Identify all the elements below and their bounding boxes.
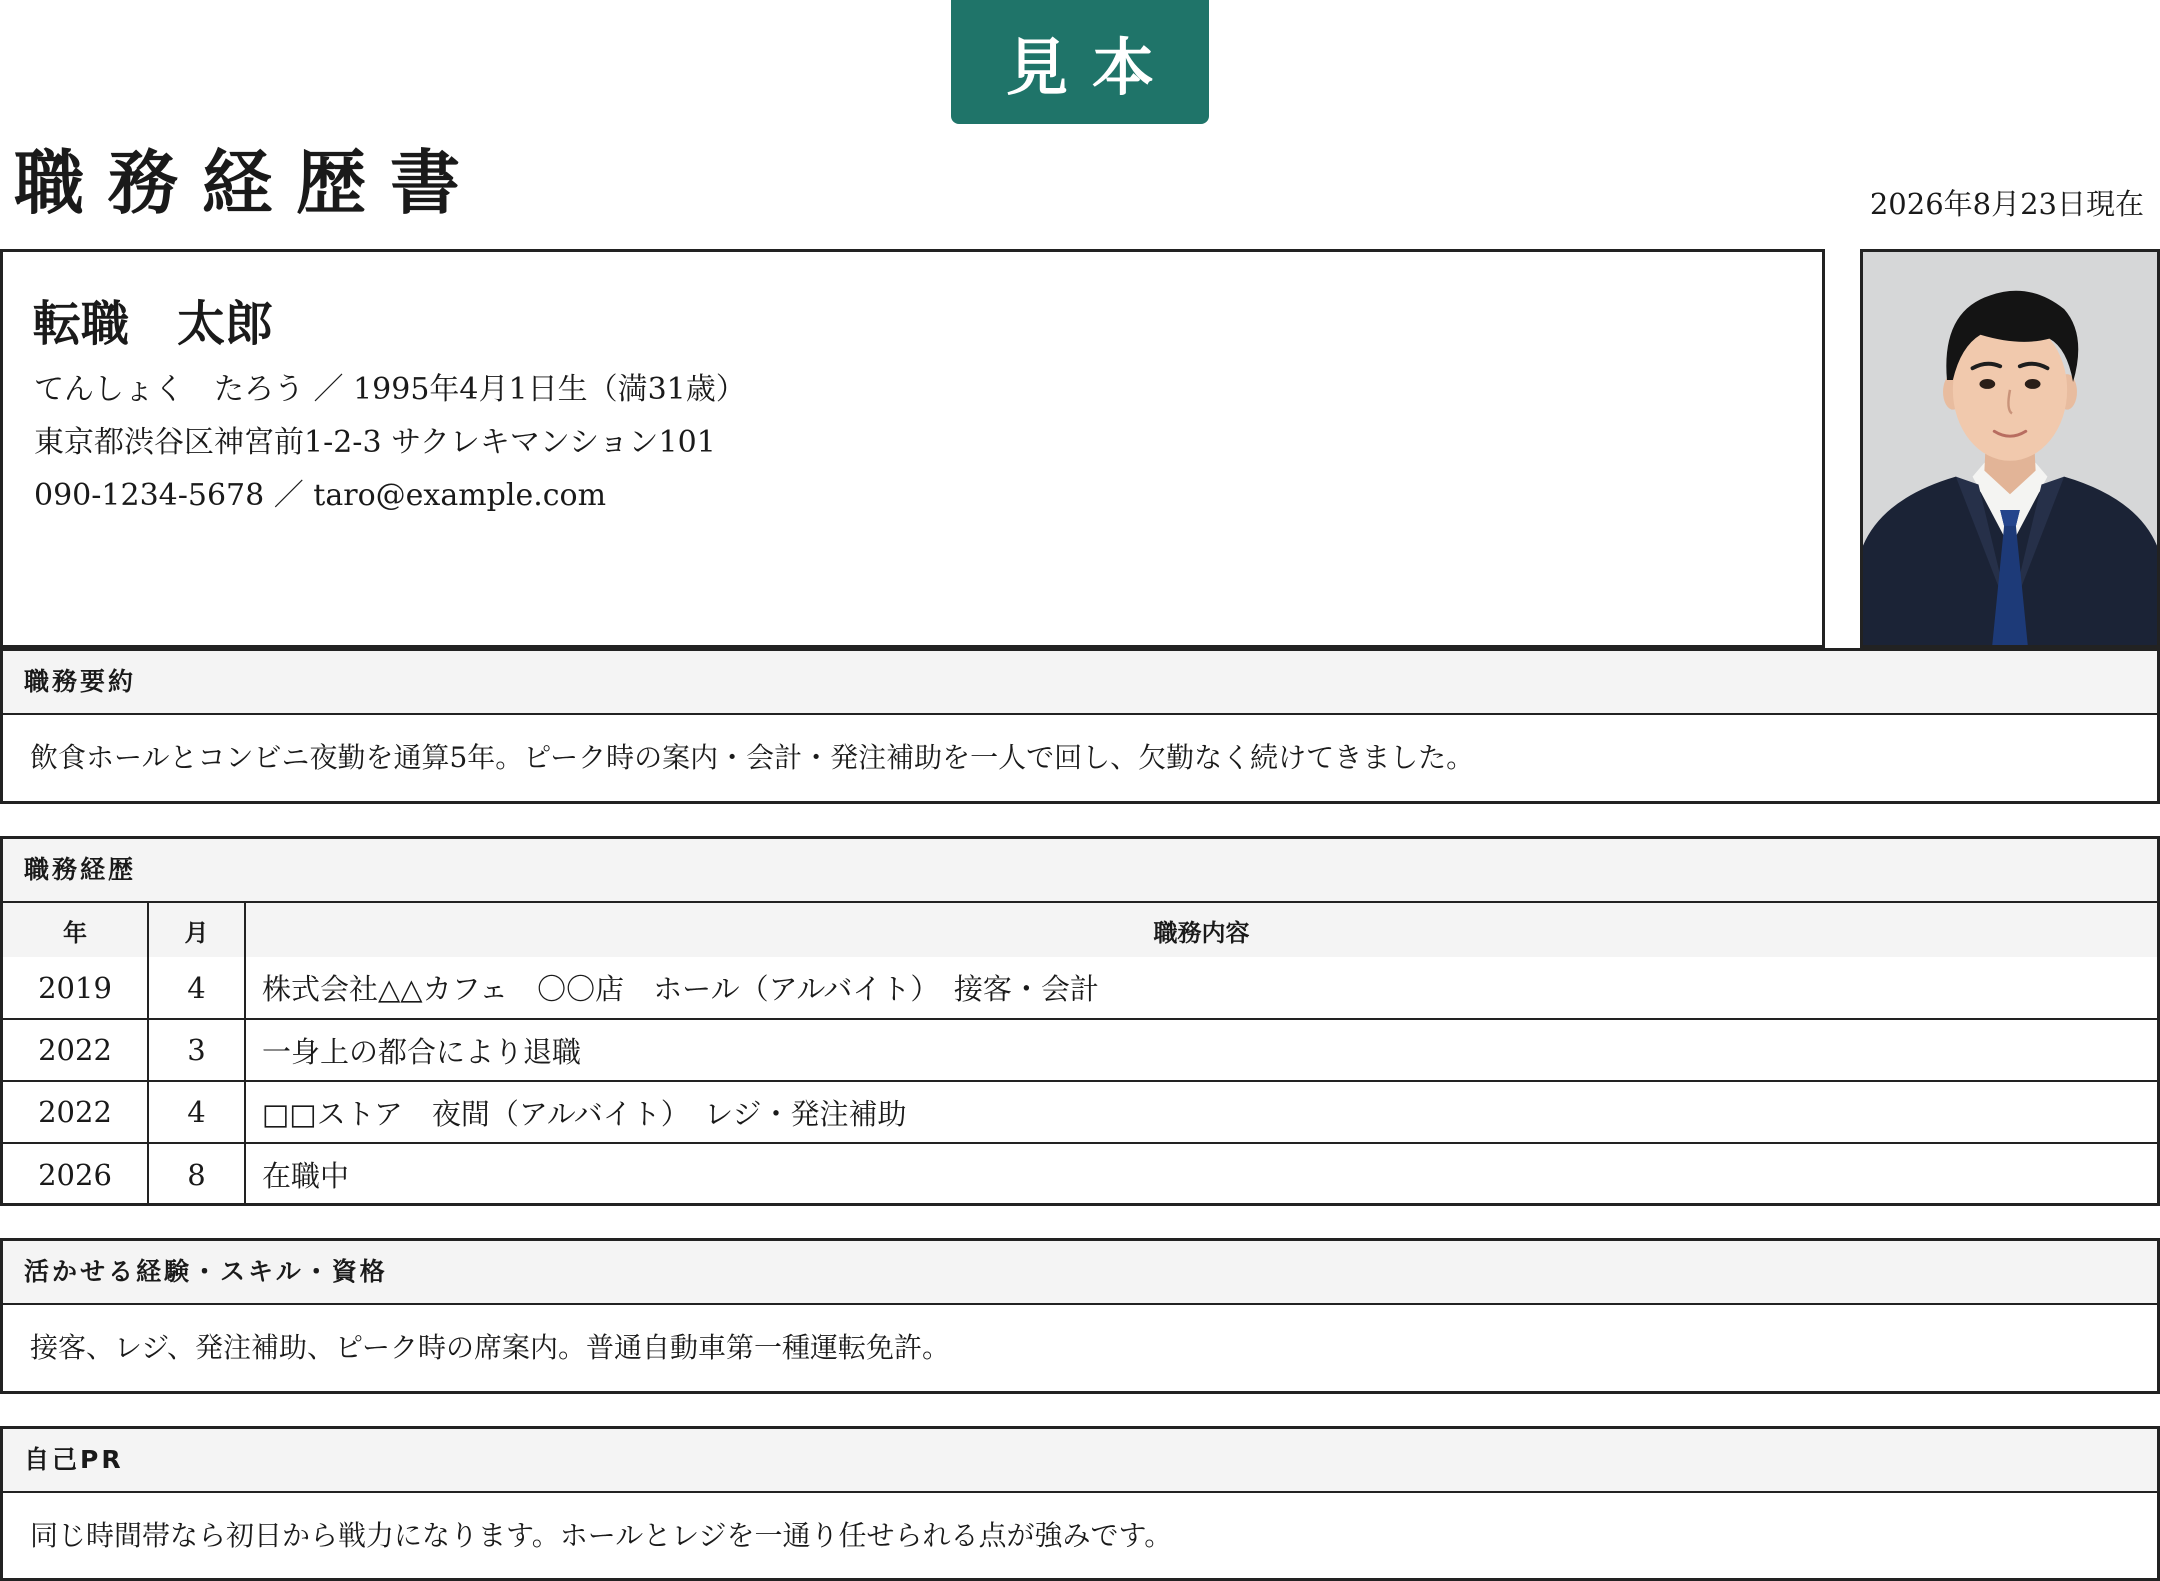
applicant-name: 転職 太郎 bbox=[33, 296, 274, 352]
month-cell: 3 bbox=[148, 1019, 245, 1081]
applicant-photo bbox=[1860, 249, 2160, 648]
year-cell: 2026 bbox=[3, 1143, 148, 1205]
column-header-description: 職務内容 bbox=[245, 903, 2157, 957]
furigana-birthdate: てんしょく たろう ／ 1995年4月1日生（満31歳） bbox=[34, 372, 746, 407]
summary-heading: 職務要約 bbox=[3, 651, 2157, 715]
self-pr-section bbox=[0, 1426, 2160, 1581]
year-cell: 2019 bbox=[3, 957, 148, 1019]
table-row bbox=[3, 1019, 2157, 1081]
description-cell: □□ストア 夜間（アルバイト） レジ・発注補助 bbox=[245, 1081, 2157, 1143]
summary-text: 飲食ホールとコンビニ夜勤を通算5年。ピーク時の案内・会計・発注補助を一人で回し、欠勤なく続けてきました。 bbox=[30, 741, 1475, 774]
month-cell: 4 bbox=[148, 1081, 245, 1143]
skills-section bbox=[0, 1238, 2160, 1394]
description-cell: 一身上の都合により退職 bbox=[245, 1019, 2157, 1081]
self-pr-text: 同じ時間帯なら初日から戦力になります。ホールとレジを一通り任せられる点が強みです。 bbox=[30, 1519, 1173, 1552]
work-history-table bbox=[3, 903, 2157, 1205]
year-cell: 2022 bbox=[3, 1019, 148, 1081]
table-row bbox=[3, 1081, 2157, 1143]
column-header-month: 月 bbox=[148, 903, 245, 957]
skills-heading: 活かせる経験・スキル・資格 bbox=[3, 1241, 2157, 1305]
description-cell: 株式会社△△カフェ 〇〇店 ホール（アルバイト） 接客・会計 bbox=[262, 972, 1099, 1006]
table-row bbox=[3, 957, 2157, 1019]
skills-text: 接客、レジ、発注補助、ピーク時の席案内。普通自動車第一種運転免許。 bbox=[30, 1331, 950, 1364]
year-cell: 2022 bbox=[3, 1081, 148, 1143]
description-cell: 在職中 bbox=[245, 1143, 2157, 1205]
table-row bbox=[3, 1143, 2157, 1205]
address: 東京都渋谷区神宮前1-2-3 サクレキマンション101 bbox=[34, 425, 716, 460]
document-title: 職務経歴書 bbox=[14, 141, 484, 224]
column-header-year: 年 bbox=[3, 903, 148, 957]
sample-badge: 見本 bbox=[951, 0, 1209, 124]
month-cell: 4 bbox=[148, 957, 245, 1019]
month-cell: 8 bbox=[148, 1143, 245, 1205]
contact-info: 090-1234-5678 ／ taro@example.com bbox=[34, 478, 607, 513]
self-pr-heading: 自己PR bbox=[3, 1429, 2157, 1493]
work-history-heading: 職務経歴 bbox=[3, 839, 2157, 903]
portrait-illustration bbox=[1863, 252, 2157, 645]
as-of-date: 2026年8月23日現在 bbox=[1869, 187, 2144, 221]
work-history-section bbox=[0, 836, 2160, 1206]
profile-box bbox=[0, 249, 1825, 648]
summary-section bbox=[0, 648, 2160, 804]
table-header-row bbox=[3, 903, 2157, 957]
